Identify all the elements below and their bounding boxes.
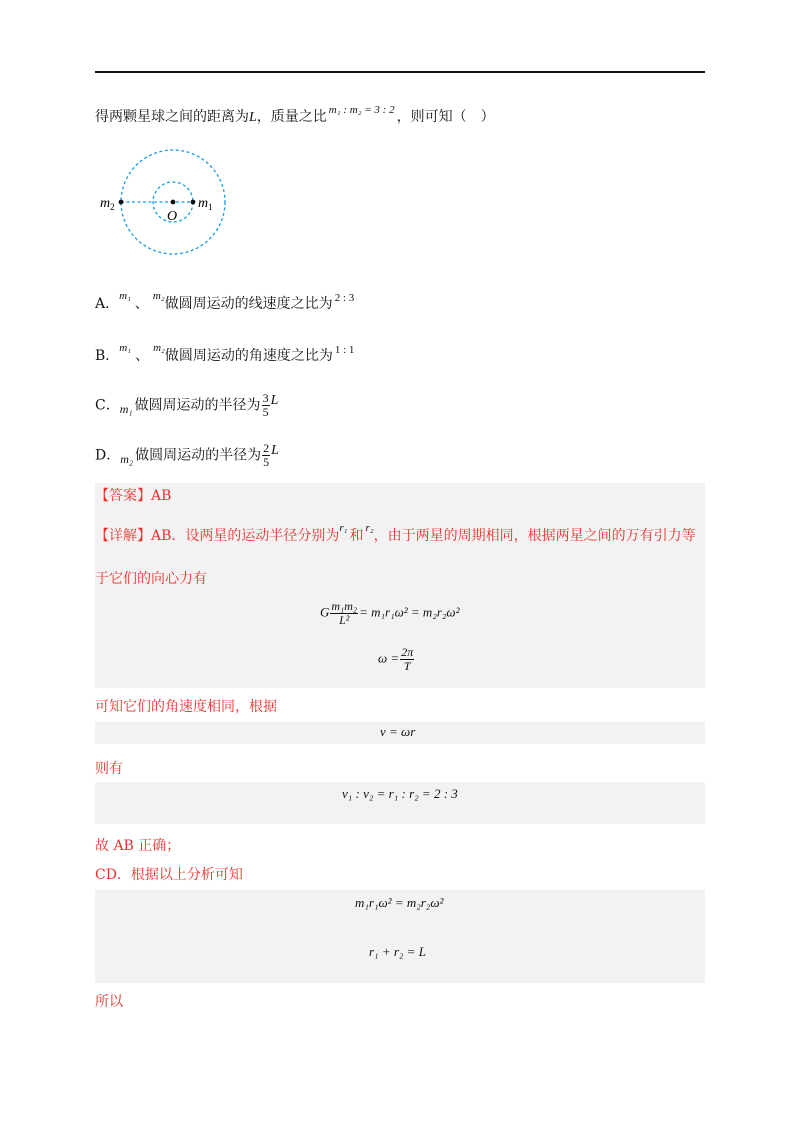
m1-dot xyxy=(191,200,196,205)
option-b-sep: 、 xyxy=(135,348,150,364)
cd-line: CD．根据以上分析可知 xyxy=(95,867,243,883)
m2-dot xyxy=(119,200,124,205)
question-stem xyxy=(95,104,495,127)
eq1-G: G xyxy=(320,604,330,620)
eq1-fraction: $\frac{\text{m₁m₂}}{\text{L²}}$ xyxy=(331,599,358,627)
option-c-text: 做圆周运动的半径为 xyxy=(134,397,261,414)
option-a-m1: m₁ xyxy=(119,290,131,302)
r2-symbol: r₂ xyxy=(365,522,374,534)
header-rule xyxy=(95,71,705,73)
equation-sum: r₁ + r₂ = L xyxy=(369,944,426,959)
eq1-rhs: = m₁r₁ω² = m₂r₂ω² xyxy=(359,604,460,620)
stem-text-before: 得两颗星球之间的距离为 xyxy=(95,109,249,125)
detail-line-2: 于它们的向心力有 xyxy=(95,571,207,587)
option-b xyxy=(95,342,355,366)
then-line: 则有 xyxy=(95,761,123,777)
eq2-lhs: ω = xyxy=(378,650,400,666)
stem-L: L xyxy=(249,110,257,125)
option-a-sep: 、 xyxy=(134,296,149,312)
option-d-L: L xyxy=(271,442,279,458)
option-c xyxy=(95,392,278,419)
detail-suffix: ，由于两星的周期相同，根据两星之间的万有引力等 xyxy=(373,528,696,544)
answer-label: 【答案】AB xyxy=(95,488,172,504)
eq2-fraction: $\frac{2\pi}{T}$ xyxy=(401,645,414,673)
option-c-fraction: $\frac{3}{5}$ xyxy=(262,391,269,419)
equation-balance: m₁r₁ω² = m₂r₂ω² xyxy=(355,895,444,910)
so-line: 所以 xyxy=(95,994,123,1010)
option-b-letter: B． xyxy=(95,348,120,364)
option-a-text: 做圆周运动的线速度之比为 xyxy=(164,296,333,312)
option-a-ratio: 2 : 3 xyxy=(334,292,355,304)
option-c-mass: m₁ xyxy=(119,401,133,416)
label-m1: $m_1$ xyxy=(198,196,213,212)
angular-line: 可知它们的角速度相同，根据 xyxy=(95,699,277,715)
option-c-L: L xyxy=(270,392,279,408)
option-b-m1: m₁ xyxy=(119,342,132,354)
option-d-letter: D． xyxy=(95,447,121,464)
label-O: O xyxy=(167,209,178,224)
option-d-mass: m₂ xyxy=(120,451,134,466)
equation-gravity xyxy=(320,600,460,627)
option-d-fraction: $\frac{2}{5}$ xyxy=(263,441,270,469)
detail-line-1 xyxy=(95,522,696,546)
option-b-m2: m₂ xyxy=(153,342,165,354)
option-d xyxy=(95,442,279,469)
equation-v: v = ωr xyxy=(380,724,416,739)
ab-correct-line: 故 AB 正确； xyxy=(95,838,181,854)
center-dot xyxy=(171,200,176,205)
option-a-letter: A． xyxy=(95,296,120,312)
equation-ratio: v₁ : v₂ = r₁ : r₂ = 2 : 3 xyxy=(342,786,458,801)
option-a-m2: m₂ xyxy=(152,290,165,302)
stem-text-after: ，则可知（ ） xyxy=(396,109,495,125)
r1-symbol: r₁ xyxy=(339,522,348,534)
label-m2: $m_2$ xyxy=(100,196,115,212)
stem-text-mid: ，质量之比 xyxy=(256,109,327,125)
option-b-ratio: 1 : 1 xyxy=(334,344,355,356)
detail-prefix: 【详解】AB．设两星的运动半径分别为 xyxy=(95,528,340,544)
option-a xyxy=(95,290,355,314)
option-b-text: 做圆周运动的角速度之比为 xyxy=(164,348,333,364)
binary-star-diagram xyxy=(95,148,235,258)
option-d-text: 做圆周运动的半径为 xyxy=(135,447,262,464)
and-word: 和 xyxy=(349,528,364,544)
equation-omega xyxy=(378,646,415,673)
option-c-letter: C． xyxy=(95,397,120,414)
mass-ratio: m₁ : m₂ = 3 : 2 xyxy=(328,104,395,116)
